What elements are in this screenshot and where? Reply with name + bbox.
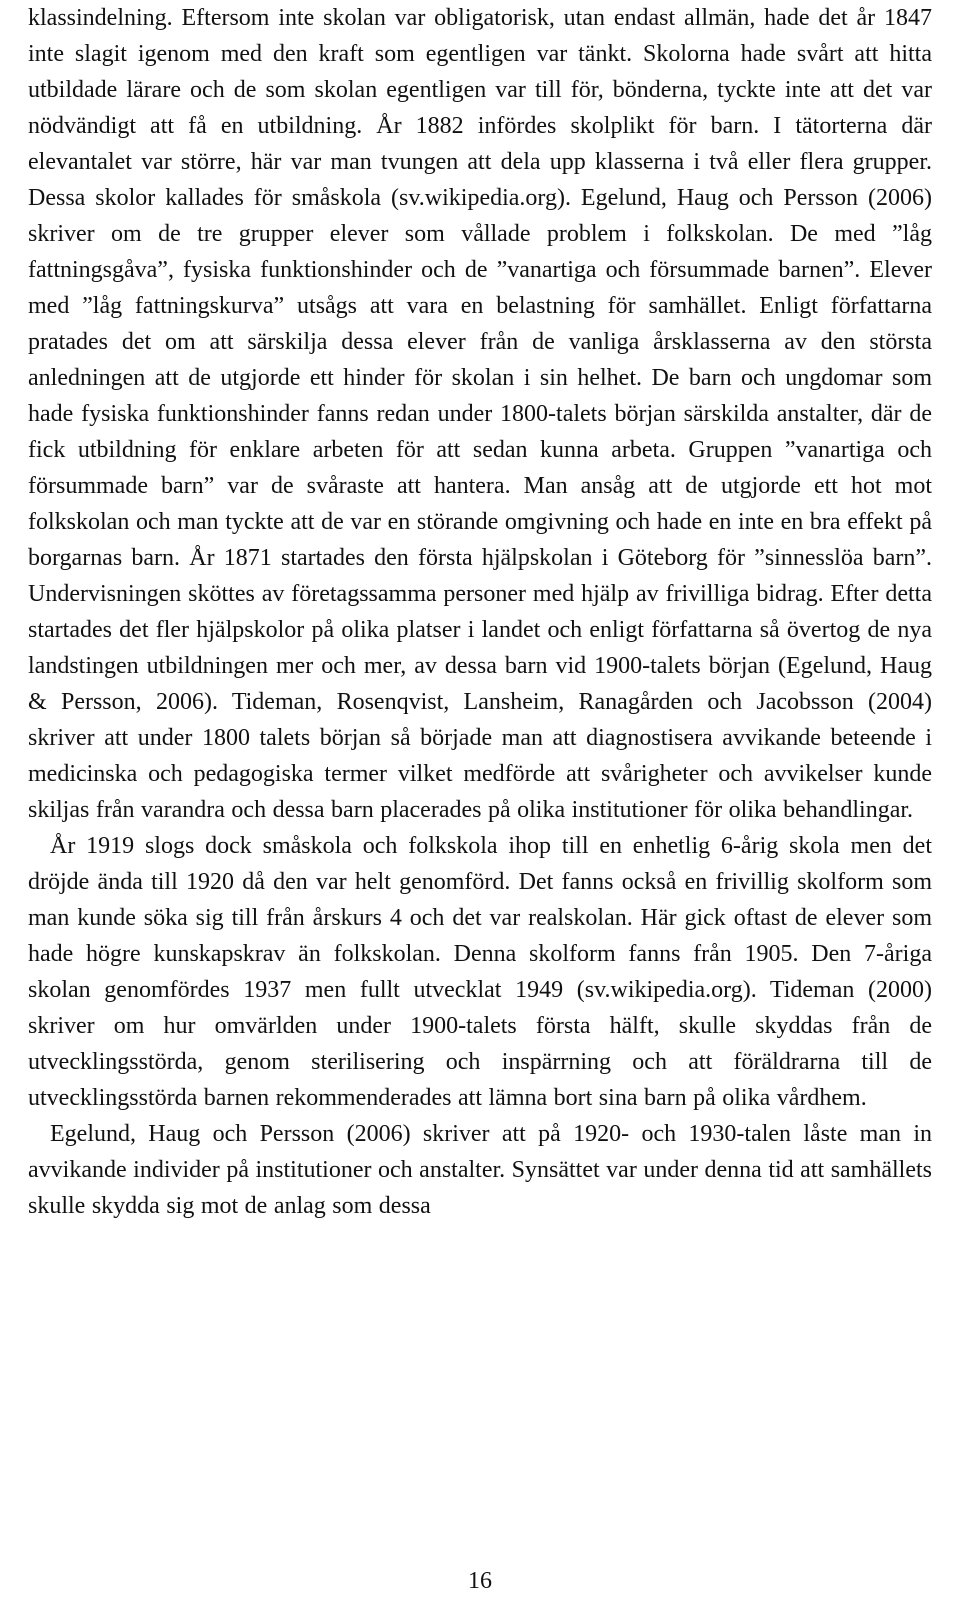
paragraph-3: Egelund, Haug och Persson (2006) skriver att på 1920- och 1930-talen låste man in avvikande individer på institutioner och anstalter. Synsättet var under denna tid att samhällets skulle skydda sig mot de anlag som dessa [28, 1121, 932, 1219]
document-page [28, 0, 932, 1224]
paragraph-2: År 1919 slogs dock småskola och folkskola ihop till en enhetlig 6-årig skola men det dröjde ända till 1920 då den var helt genomförd. Det fanns också en frivillig skolform som man kunde söka sig till från årskurs 4 och det var realskolan. Här gick oftast de elever som hade högre kunskapskrav än folkskolan. Denna skolform fanns från 1905. Den 7-åriga skolan genomfördes 1937 men fullt utvecklat 1949 (sv.wikipedia.org). Tideman (2000) skriver om hur omvärlden under 1900-talets första hälft, skulle skyddas från de utvecklingsstörda, genom sterilisering och inspärrning och att föräldrarna till de utvecklingsstörda barnen rekommenderades att lämna bort sina barn på olika vårdhem. [28, 833, 932, 1111]
paragraph-1: klassindelning. Eftersom inte skolan var obligatorisk, utan endast allmän, hade det år 1847 inte slagit igenom med den kraft som egentligen var tänkt. Skolorna hade svårt att hitta utbildade lärare och de som skolan egentligen var till för, bönderna, tyckte inte att det var nödvändigt att få en utbildning. År 1882 infördes skolplikt för barn. I tätorterna där elevantalet var större, här var man tvungen att dela upp klasserna i två eller flera grupper. Dessa skolor kallades för småskola (sv.wikipedia.org). Egelund, Haug och Persson (2006) skriver om de tre grupper elever som vållade problem i folkskolan. De med ”låg fattningsgåva”, fysiska funktionshinder och de ”vanartiga och försummade barnen”. Elever med ”låg fattningskurva” utsågs att vara en belastning för samhället. Enligt författarna pratades det om att särskilja dessa elever från de vanliga årsklasserna av den största anledningen att de utgjorde ett hinder för skolan i sin helhet. De barn och ungdomar som hade fysiska funktionshinder fanns redan under 1800-talets början särskilda anstalter, där de fick utbildning för enklare arbeten för att sedan kunna arbeta. Gruppen ”vanartiga och försummade barn” var de svåraste att hantera. Man ansåg att de utgjorde ett hot mot folkskolan och man tyckte att de var en störande omgivning och hade en inte en bra effekt på borgarnas barn. År 1871 startades den första hjälpskolan i Göteborg för ”sinnesslöa barn”. Undervisningen sköttes av företagssamma personer med hjälp av frivilliga bidrag. Efter detta startades det fler hjälpskolor på olika platser i landet och enligt författarna så övertog de nya landstingen utbildningen mer och mer, av dessa barn vid 1900-talets början (Egelund, Haug & Persson, 2006). Tideman, Rosenqvist, Lansheim, Ranagården och Jacobsson (2004) skriver att under 1800 talets början så började man att diagnostisera avvikande beteende i medicinska och pedagogiska termer vilket medförde att svårigheter och avvikelser kunde skiljas från varandra och dessa barn placerades på olika institutioner för olika behandlingar. [28, 5, 932, 823]
page-number: 16 [468, 1568, 492, 1594]
